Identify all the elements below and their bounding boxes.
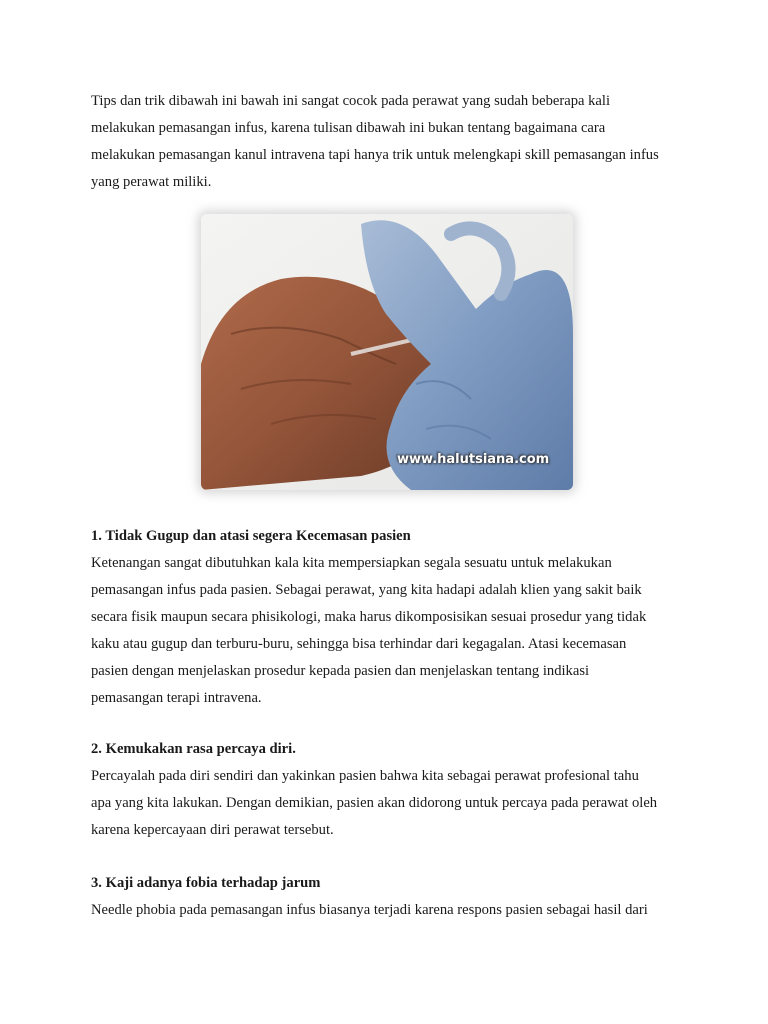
text-line: secara fisik maupun secara phisikologi, maka harus dikomposisikan sesuai prosedur yang tidak	[91, 609, 647, 625]
photo-hand-iv-cannula-icon	[201, 214, 573, 490]
section-1	[91, 523, 691, 712]
text-line: pasien dengan menjelaskan prosedur kepada pasien dan menjelaskan tentang indikasi	[91, 663, 590, 679]
section-heading: 2. Kemukakan rasa percaya diri.	[91, 741, 296, 757]
text-line: karena kepercayaan diri perawat tersebut.	[91, 822, 334, 838]
text-line: Needle phobia pada pemasangan infus biasanya terjadi karena respons pasien sebagai hasil dari	[91, 902, 648, 918]
iv-cannula-photo	[201, 214, 573, 490]
text-line: kaku atau gugup dan terburu-buru, sehingga bisa terhindar dari kegagalan. Atasi kecemasan	[91, 636, 627, 652]
text-line: Tips dan trik dibawah ini bawah ini sangat cocok pada perawat yang sudah beberapa kali	[91, 93, 611, 109]
section-heading: 3. Kaji adanya fobia terhadap jarum	[91, 875, 321, 891]
text-line: pemasangan infus pada pasien. Sebagai perawat, yang kita hadapi adalah klien yang sakit baik	[91, 582, 642, 598]
text-line: Percayalah pada diri sendiri dan yakinkan pasien bahwa kita sebagai perawat profesional tahu	[91, 768, 639, 784]
text-line: pemasangan terapi intravena.	[91, 690, 262, 706]
section-2	[91, 736, 691, 844]
text-line: apa yang kita lakukan. Dengan demikian, pasien akan didorong untuk percaya pada perawat oleh	[91, 795, 658, 811]
text-line: melakukan pemasangan infus, karena tulisan dibawah ini bukan tentang bagaimana cara	[91, 120, 606, 136]
text-line: yang perawat miliki.	[91, 174, 212, 190]
section-heading: 1. Tidak Gugup dan atasi segera Kecemasan pasien	[91, 528, 411, 544]
photo-watermark: www.halutsiana.com	[397, 452, 550, 467]
section-3	[91, 870, 691, 924]
text-line: Ketenangan sangat dibutuhkan kala kita mempersiapkan segala sesuatu untuk melakukan	[91, 555, 612, 571]
intro-paragraph	[91, 88, 691, 196]
text-line: melakukan pemasangan kanul intravena tapi hanya trik untuk melengkapi skill pemasangan infus	[91, 147, 659, 163]
